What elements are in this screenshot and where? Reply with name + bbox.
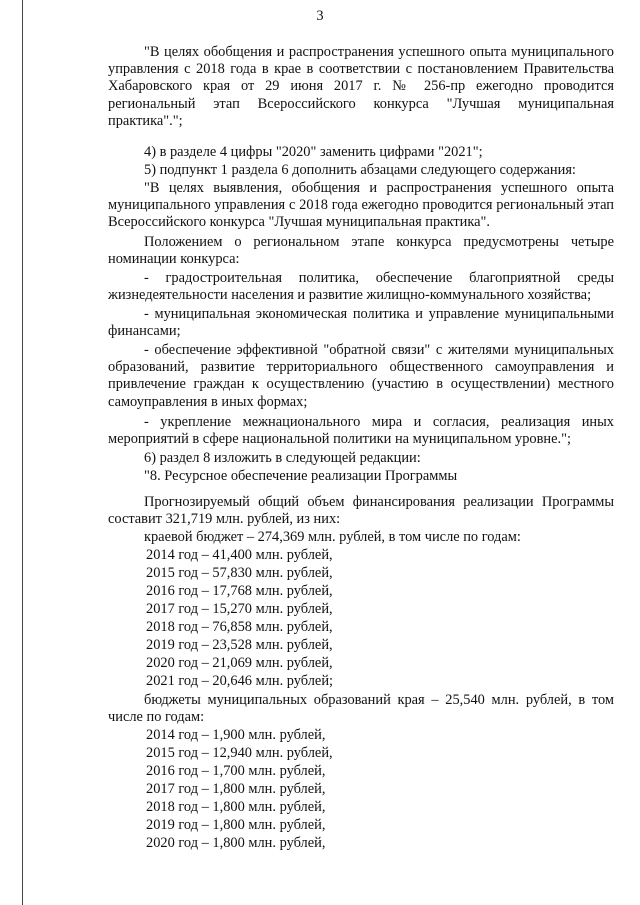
amendment-item-5: 5) подпункт 1 раздела 6 дополнить абзацами следующего содержания: (144, 162, 576, 178)
municipal-year-line: 2016 год – 1,700 млн. рублей, (146, 763, 326, 779)
municipal-year-line: 2020 год – 1,800 млн. рублей, (146, 835, 326, 851)
regional-year-line: 2018 год – 76,858 млн. рублей, (146, 619, 333, 635)
municipal-year-line: 2017 год – 1,800 млн. рублей, (146, 781, 326, 797)
nomination-1: - градостроительная политика, обеспечение благоприятной среды жизнедеятельности населения и развитие жилищно-коммунального хозяйства; (108, 270, 614, 304)
regional-year-line: 2016 год – 17,768 млн. рублей, (146, 583, 333, 599)
regional-budget-line: краевой бюджет – 274,369 млн. рублей, в том числе по годам: (144, 529, 521, 545)
regional-year-line: 2014 год – 41,400 млн. рублей, (146, 547, 333, 563)
municipal-budget-line: бюджеты муниципальных образований края – 25,540 млн. рублей, в том числе по годам: (108, 692, 614, 726)
section-8-heading: "8. Ресурсное обеспечение реализации Программы (144, 468, 458, 484)
amendment-paragraph-quote-1: "В целях обобщения и распространения успешного опыта муниципального управления с 2018 года в крае в соответствии с постановлением Правительства Хабаровского края от 29 июня 2017 г. № 256-пр ежегодно проводится региональный этап Всероссийского конкурса "Лучшая муниципальная практика"."; (108, 44, 614, 129)
regional-year-line: 2020 год – 21,069 млн. рублей, (146, 655, 333, 671)
municipal-year-line: 2018 год – 1,800 млн. рублей, (146, 799, 326, 815)
page-number: 3 (316, 8, 324, 24)
section-8-total: Прогнозируемый общий объем финансирования реализации Программы составит 321,719 млн. рублей, из них: (108, 494, 614, 528)
municipal-year-line: 2019 год – 1,800 млн. рублей, (146, 817, 326, 833)
scan-edge-line (22, 0, 23, 905)
amendment-item-4: 4) в разделе 4 цифры "2020" заменить цифрами "2021"; (144, 144, 483, 160)
amendment-paragraph-quote-2: "В целях выявления, обобщения и распространения успешного опыта муниципального управления с 2018 года ежегодно проводится региональный этап Всероссийского конкурса "Лучшая муниципальная практика". (108, 180, 614, 231)
regional-year-line: 2019 год – 23,528 млн. рублей, (146, 637, 333, 653)
municipal-year-line: 2015 год – 12,940 млн. рублей, (146, 745, 333, 761)
regional-year-line: 2017 год – 15,270 млн. рублей, (146, 601, 333, 617)
nomination-4: - укрепление межнационального мира и согласия, реализация иных мероприятий в сфере национальной политики на муниципальном уровне."; (108, 414, 614, 448)
nominations-intro: Положением о региональном этапе конкурса предусмотрены четыре номинации конкурса: (108, 234, 614, 268)
amendment-item-6: 6) раздел 8 изложить в следующей редакции: (144, 450, 421, 466)
nomination-3: - обеспечение эффективной "обратной связи" с жителями муниципальных образований, развитие территориального общественного самоуправления и привлечение граждан к осуществлению (участию в осуществлении) местного самоуправления в иных формах; (108, 342, 614, 410)
municipal-year-line: 2014 год – 1,900 млн. рублей, (146, 727, 326, 743)
regional-year-line: 2021 год – 20,646 млн. рублей; (146, 673, 334, 689)
regional-year-line: 2015 год – 57,830 млн. рублей, (146, 565, 333, 581)
nomination-2: - муниципальная экономическая политика и управление муниципальными финансами; (108, 306, 614, 340)
